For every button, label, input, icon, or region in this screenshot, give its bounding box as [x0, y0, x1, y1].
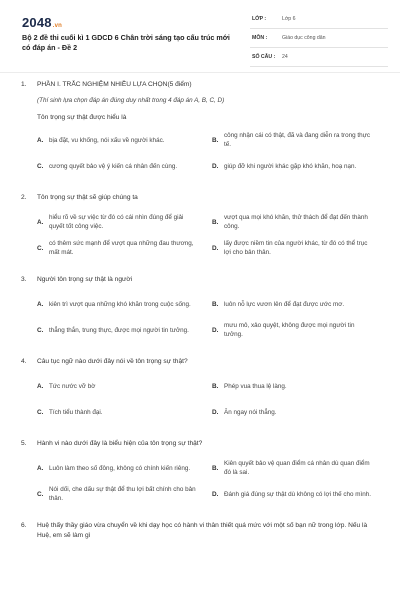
question-number: 1. — [21, 81, 27, 88]
option-grid — [37, 293, 392, 345]
question-text: PHẦN I. TRẮC NGHIỆM NHIỀU LỰA CHỌN(5 điểm) — [37, 81, 192, 88]
option-text: cương quyết bảo vệ ý kiến cá nhân đến cùng. — [49, 162, 178, 170]
option-b[interactable] — [212, 129, 387, 151]
question-number: 6. — [21, 522, 27, 529]
option-text: Kiên quyết bảo vệ quan điểm cá nhân dù quan điểm đó là sai. — [224, 460, 370, 476]
option-letter: A. — [37, 382, 44, 390]
option-letter: A. — [37, 136, 44, 144]
option-text: bịa đặt, vu khống, nói xấu về người khác. — [49, 136, 165, 144]
question-header — [0, 357, 400, 367]
question-text: Tôn trọng sự thật sẽ giúp chúng ta — [37, 194, 138, 201]
question-number: 2. — [21, 194, 27, 201]
logo-text: 2048 — [22, 15, 52, 30]
option-c[interactable] — [37, 401, 212, 423]
header-divider — [0, 72, 400, 73]
question-text: Hành vi nào dưới đây là biểu hiện của tôn trọng sự thật? — [37, 440, 203, 447]
meta-value: 24 — [282, 54, 288, 60]
option-letter: A. — [37, 300, 44, 308]
question-header — [0, 521, 400, 541]
option-a[interactable] — [37, 375, 212, 397]
option-text: luôn nỗ lực vươn lên để đạt được ước mơ. — [224, 300, 345, 308]
option-grid — [37, 375, 392, 427]
option-letter: C. — [37, 408, 44, 416]
meta-key: SỐ CÂU : — [252, 54, 276, 60]
meta-panel — [250, 14, 388, 71]
question-5 — [0, 439, 400, 509]
site-logo[interactable] — [22, 15, 62, 30]
question-instruction: (Thí sinh lựa chọn đáp án đúng duy nhất trong 4 đáp án A, B, C, D) — [37, 97, 225, 104]
option-letter: B. — [212, 218, 219, 226]
option-letter: C. — [37, 162, 44, 170]
question-header — [0, 275, 400, 285]
page-header — [0, 0, 400, 72]
option-c[interactable] — [37, 237, 212, 259]
question-3 — [0, 275, 400, 345]
option-letter: D. — [212, 162, 219, 170]
option-text: Ăn ngay nói thẳng. — [224, 408, 277, 416]
option-letter: B. — [212, 136, 219, 144]
option-c[interactable] — [37, 319, 212, 341]
option-text: Tức nước vỡ bờ — [49, 382, 96, 390]
option-letter: C. — [37, 326, 44, 334]
meta-key: LỚP : — [252, 16, 267, 22]
meta-value: Lớp 6 — [282, 16, 296, 22]
question-list — [0, 80, 400, 553]
question-number: 4. — [21, 358, 27, 365]
option-text: giúp đỡ khi người khác gặp khó khăn, hoạ nạn. — [224, 162, 357, 170]
question-header — [0, 439, 400, 449]
option-d[interactable] — [212, 401, 387, 423]
option-d[interactable] — [212, 237, 387, 259]
option-letter: D. — [212, 326, 219, 334]
option-grid — [37, 129, 392, 181]
question-stem: Tôn trọng sự thật được hiểu là — [37, 114, 127, 121]
option-text: mưu mô, xảo quyệt, không được mọi người tin tưởng. — [224, 322, 355, 338]
option-a[interactable] — [37, 211, 212, 233]
option-grid — [37, 211, 392, 263]
option-letter: B. — [212, 382, 219, 390]
option-b[interactable] — [212, 293, 387, 315]
meta-row-count — [250, 52, 388, 67]
option-text: vượt qua mọi khó khăn, thử thách để đạt đến thành công. — [224, 214, 368, 230]
question-number: 5. — [21, 440, 27, 447]
question-2 — [0, 193, 400, 263]
question-4 — [0, 357, 400, 427]
option-letter: D. — [212, 408, 219, 416]
question-text: Câu tục ngữ nào dưới đây nói về tôn trọng sự thật? — [37, 358, 188, 365]
question-header — [0, 80, 400, 90]
option-letter: A. — [37, 464, 44, 472]
option-a[interactable] — [37, 129, 212, 151]
option-text: Luôn làm theo số đông, không có chính kiến riêng. — [49, 464, 191, 472]
option-letter: D. — [212, 244, 219, 252]
option-text: lấy được niềm tin của người khác, từ đó có thể trục lợi cho bản thân. — [224, 240, 368, 256]
meta-row-class — [250, 14, 388, 29]
option-text: hiểu rõ về sự việc từ đó có cái nhìn đúng để giải quyết tốt công việc. — [49, 214, 184, 230]
question-text: Người tôn trọng sự thật là người — [37, 276, 133, 283]
option-a[interactable] — [37, 293, 212, 315]
option-letter: B. — [212, 464, 219, 472]
option-c[interactable] — [37, 483, 212, 505]
question-6 — [0, 521, 400, 541]
option-text: thẳng thắn, trung thực, được mọi người tin tưởng. — [49, 326, 189, 334]
option-text: Phép vua thua lệ làng. — [224, 382, 287, 390]
option-text: Tích tiểu thành đại. — [49, 408, 103, 416]
option-letter: C. — [37, 244, 44, 252]
option-d[interactable] — [212, 319, 387, 341]
option-text: có thêm sức mạnh để vượt qua những đau thương, mất mát. — [49, 240, 194, 256]
option-c[interactable] — [37, 155, 212, 177]
logo-suffix: .vn — [52, 23, 63, 29]
option-a[interactable] — [37, 457, 212, 479]
option-text: công nhận cái có thật, đã và đang diễn ra trong thực tế. — [224, 132, 370, 148]
option-text: kiên trì vượt qua những khó khăn trong cuộc sống. — [49, 300, 191, 308]
option-b[interactable] — [212, 457, 387, 479]
option-b[interactable] — [212, 375, 387, 397]
option-text: Nói dối, che dấu sự thật để thu lợi bất chính cho bản thân. — [49, 486, 196, 502]
meta-value: Giáo dục công dân — [282, 35, 326, 41]
option-letter: C. — [37, 490, 44, 498]
meta-key: MÔN : — [252, 35, 268, 41]
option-text: Đánh giá đúng sự thật dù không có lợi thế cho mình. — [224, 490, 371, 498]
meta-row-subject — [250, 33, 388, 48]
question-1 — [0, 80, 400, 181]
question-number: 3. — [21, 276, 27, 283]
document-title: Bộ 2 đề thi cuối kì 1 GDCD 6 Chân trời sáng tạo cấu trúc mới có đáp án - Đề 2 — [22, 33, 230, 52]
option-grid — [37, 457, 392, 509]
option-d[interactable] — [212, 155, 387, 177]
question-header — [0, 193, 400, 203]
question-text: Huệ thấy thầy giáo vừa chuyển về khi dạy học có hành vi thân thiết quá mức với một số bạn nữ trong lớp. Nếu là Huệ, em sẽ làm gì — [37, 522, 368, 539]
option-b[interactable] — [212, 211, 387, 233]
option-letter: B. — [212, 300, 219, 308]
option-d[interactable] — [212, 483, 387, 505]
option-letter: D. — [212, 490, 219, 498]
option-letter: A. — [37, 218, 44, 226]
